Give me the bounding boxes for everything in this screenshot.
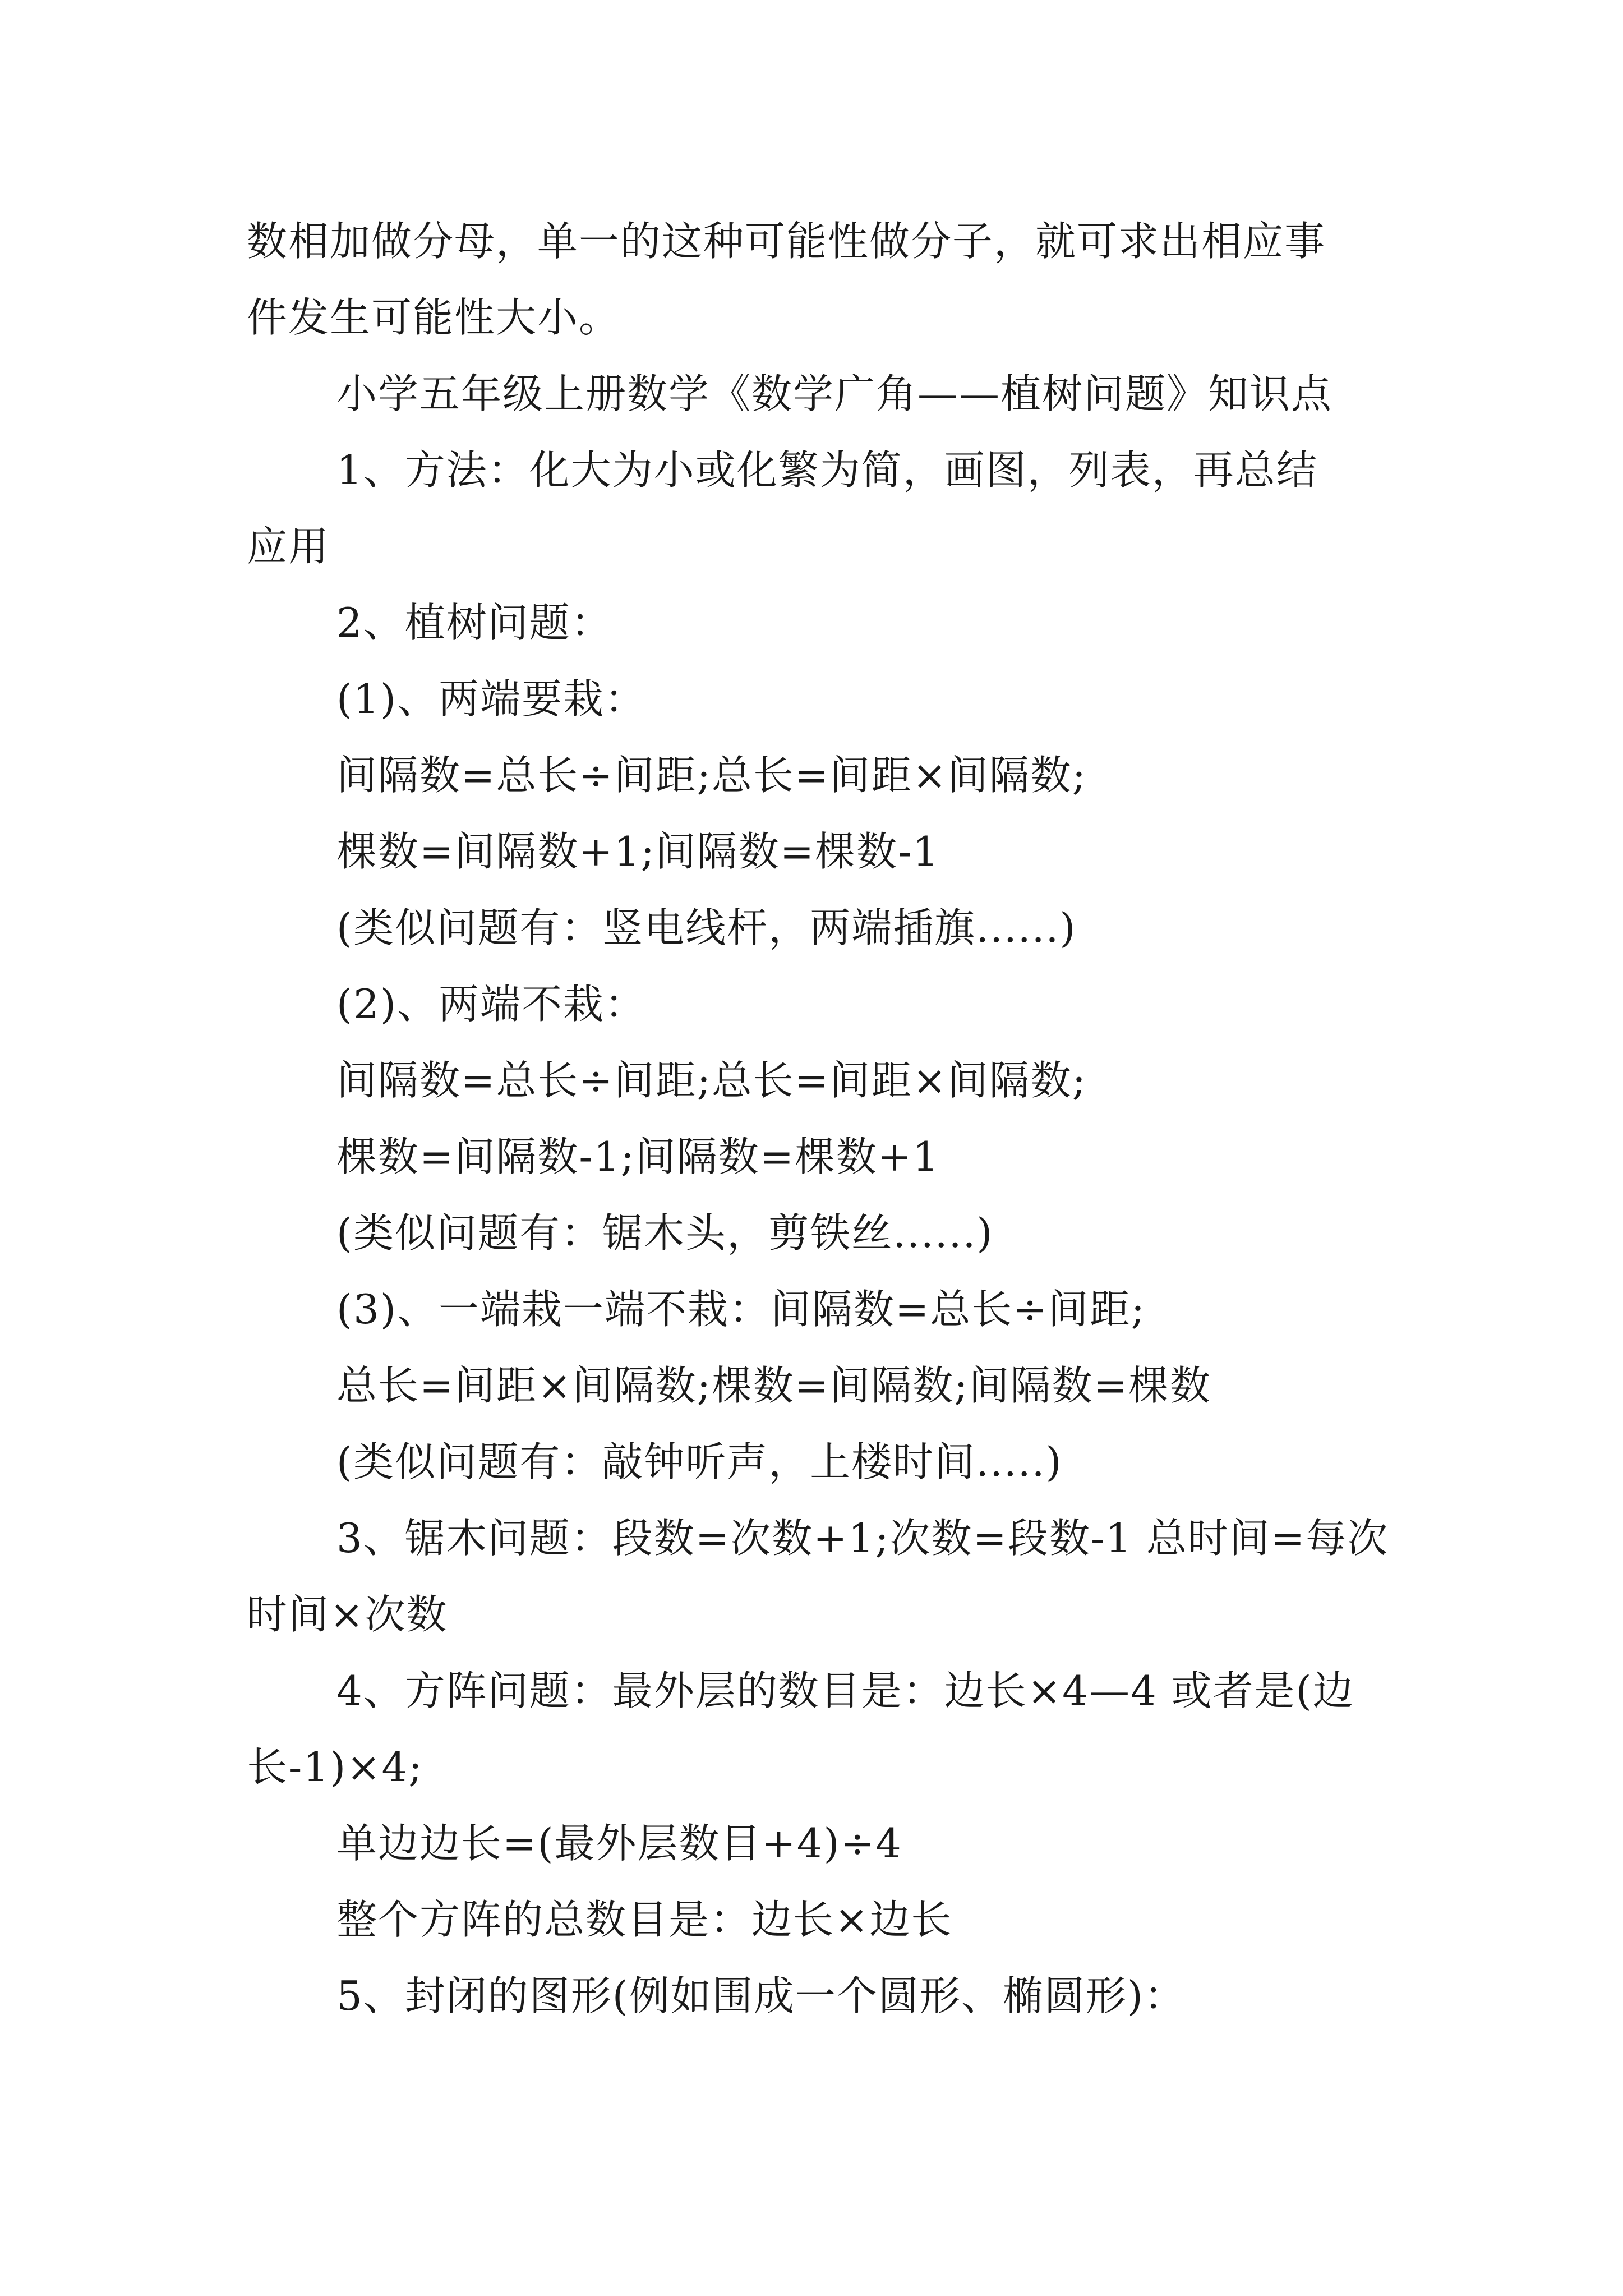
text-line: (类似问题有：敲钟听声，上楼时间.....) (336, 1438, 1063, 1485)
text-line: 3、锯木问题：段数=次数+1;次数=段数-1 总时间=每次 (336, 1515, 1389, 1562)
text-line: 5、封闭的图形(例如围成一个圆形、椭圆形)： (336, 1972, 1186, 2019)
text-line: 应用 (247, 523, 330, 570)
text-line: 总长=间距×间隔数;棵数=间隔数;间隔数=棵数 (336, 1362, 1211, 1409)
text-line: 棵数=间隔数-1;间隔数=棵数+1 (336, 1133, 940, 1180)
text-line: 数相加做分母，单一的这种可能性做分子，就可求出相应事 (247, 218, 1326, 265)
text-line: 单边边长=(最外层数目+4)÷4 (336, 1820, 902, 1867)
text-line: 棵数=间隔数+1;间隔数=棵数-1 (336, 828, 940, 875)
text-line: (类似问题有：竖电线杆，两端插旗......) (336, 904, 1077, 951)
text-line: (3)、一端栽一端不栽：间隔数=总长÷间距; (336, 1286, 1146, 1333)
text-line: 4、方阵问题：最外层的数目是：边长×4—4 或者是(边 (336, 1667, 1354, 1714)
text-line: (1)、两端要栽： (336, 675, 646, 723)
text-line: (类似问题有：锯木头，剪铁丝......) (336, 1209, 994, 1257)
text-line: 2、植树问题： (336, 599, 612, 646)
text-line: 间隔数=总长÷间距;总长=间距×间隔数; (336, 1057, 1087, 1104)
text-line: 间隔数=总长÷间距;总长=间距×间隔数; (336, 752, 1087, 799)
text-line: (2)、两端不栽： (336, 981, 646, 1028)
text-line: 时间×次数 (247, 1591, 448, 1638)
text-line: 1、方法：化大为小或化繁为简，画图，列表，再总结 (336, 447, 1318, 494)
text-line: 长-1)×4; (247, 1743, 423, 1791)
text-line: 件发生可能性大小。 (247, 294, 621, 341)
section-heading: 小学五年级上册数学《数学广角——植树问题》知识点 (336, 370, 1333, 417)
text-line: 整个方阵的总数目是：边长×边长 (336, 1896, 953, 1943)
